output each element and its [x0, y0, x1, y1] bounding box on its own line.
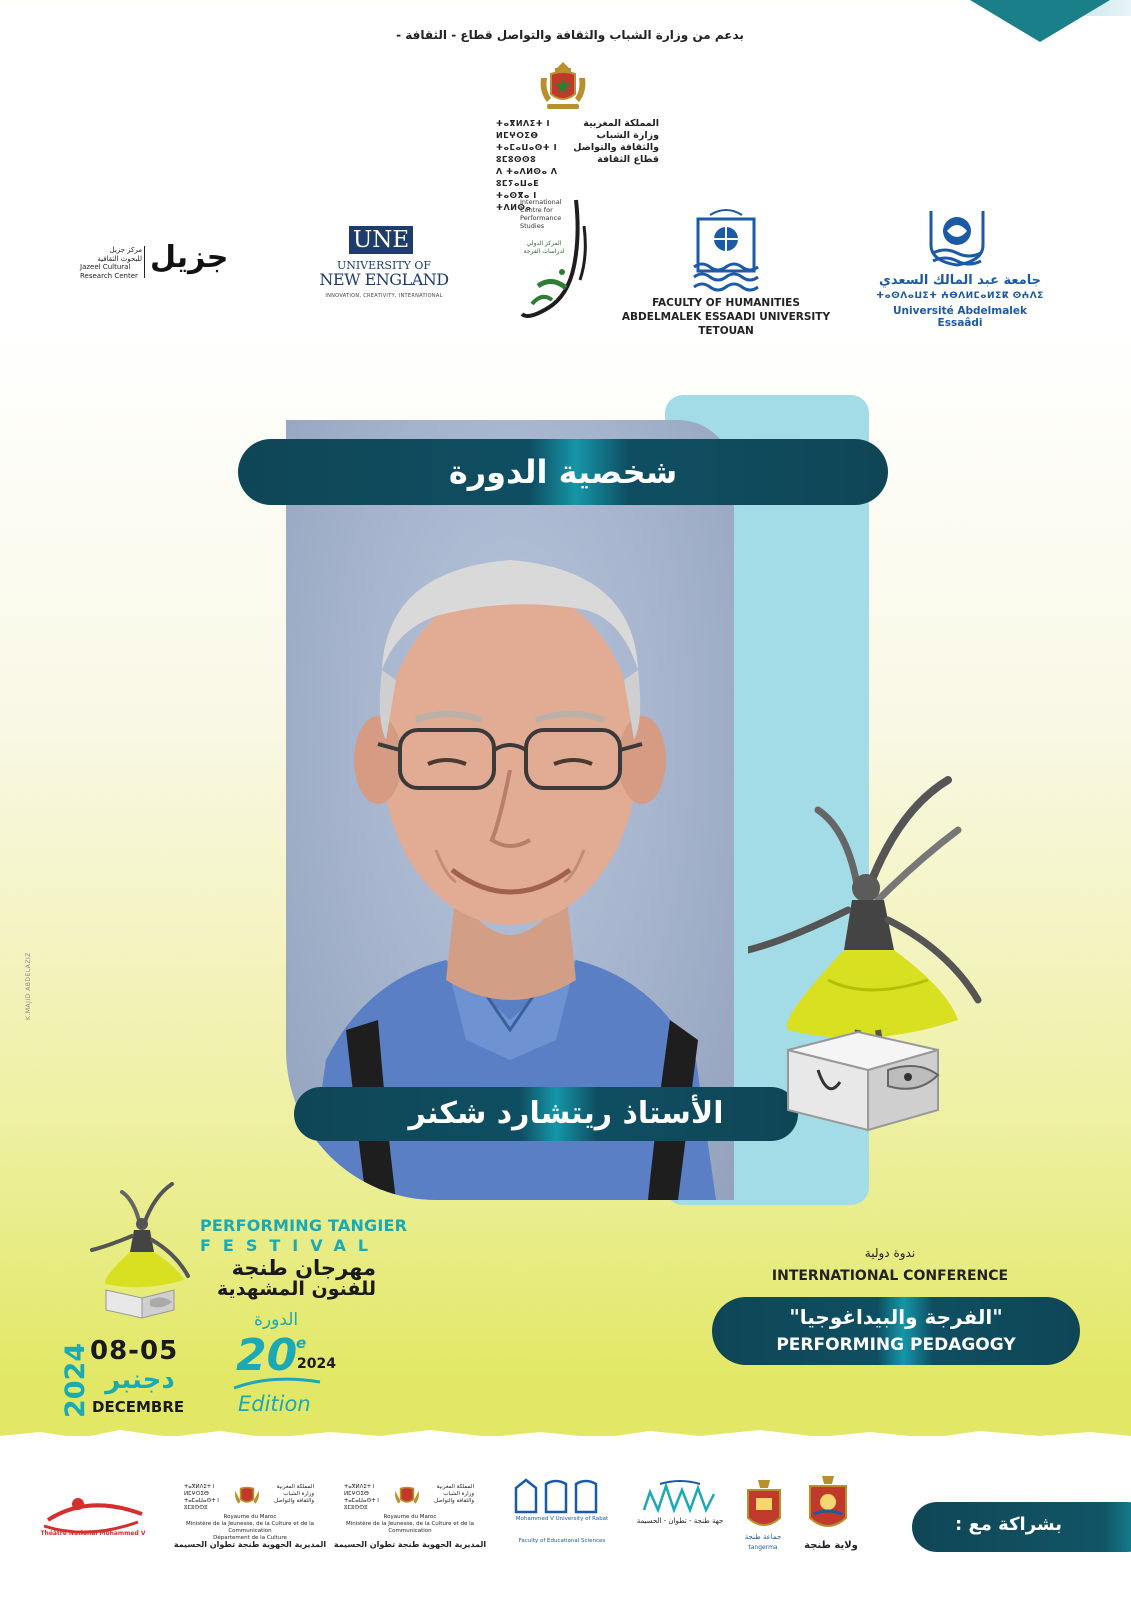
- portrait-photo: [286, 420, 734, 1200]
- commune-tanger-emblem-icon: [746, 1478, 782, 1532]
- moroccan-crest-icon: [535, 58, 591, 114]
- designer-credit: K.MAJID ABDELAZIZ: [25, 952, 32, 1020]
- honoree-name: الأستاذ ريتشارد شكنر: [294, 1087, 798, 1141]
- festival-days: 08-05: [90, 1336, 179, 1366]
- conference-label-english: INTERNATIONAL CONFERENCE: [771, 1268, 1009, 1284]
- fse-building-icon: [512, 1478, 612, 1514]
- crest-icon-footer-2: [392, 1480, 422, 1510]
- faculty-humanities-emblem-icon: [690, 205, 762, 293]
- footer1-tifinagh: ⵜⴰⴳⵍⴷⵉⵜ ⵏ ⵍⵎⵖⵔⵉⴱ ⵜⴰⵎⴰⵡⴰⵙⵜ ⵏ ⵓⵎⵓⵙⵙⵓ: [184, 1484, 219, 1511]
- footer1-french: Royaume du Maroc Ministère de la Jeunesse, de la Culture et de la Communication Département de la Culture: [185, 1514, 315, 1541]
- fse-univ: Mohammed V University of Rabat: [515, 1516, 609, 1522]
- festival-year-vertical: 2024: [60, 1342, 91, 1418]
- faculty-humanities-name: FACULTY OF HUMANITIES ABDELMALEK ESSAADI UNIVERSITY TETOUAN: [621, 297, 831, 337]
- footer2-arabic: المملكة المغربية وزارة الشباب والثقافة والتواصل: [433, 1484, 474, 1504]
- edition-label-arabic: الدورة: [254, 1310, 299, 1330]
- conference-title-arabic: "الفرجة والبيداغوجيا": [789, 1305, 1003, 1329]
- edition-personality-title: شخصية الدورة: [238, 439, 888, 505]
- festival-month-arabic: دجنبر: [105, 1365, 175, 1395]
- wilaya-name: ولاية طنجة: [804, 1540, 858, 1551]
- footer1-arabic: المملكة المغربية وزارة الشباب والثقافة والتواصل: [273, 1484, 314, 1504]
- dancer-illustration: [748, 770, 988, 1150]
- festival-dancer-logo-icon: [88, 1180, 198, 1320]
- ministry-name-tifinagh: ⵜⴰⴳⵍⴷⵉⵜ ⵏ ⵍⵎⵖⵔⵉⴱ ⵜⴰⵎⴰⵡⴰⵙⵜ ⵏ ⵓⵎⵓⵙⵙⵓ ⴷ ⵜⴰⴷⵍⵙⴰ ⴷ ⵓⵎⵢⴰⵡⴰⴹ ⵜⴰⵙⴳⴰ ⵏ ⵜⴷⵍⵙⴰ: [496, 119, 558, 212]
- footer2-tifinagh: ⵜⴰⴳⵍⴷⵉⵜ ⵏ ⵍⵎⵖⵔⵉⴱ ⵜⴰⵎⴰⵡⴰⵙⵜ ⵏ ⵓⵎⵓⵙⵙⵓ: [344, 1484, 379, 1511]
- conference-title-pill: [712, 1297, 1080, 1365]
- edition-swoosh-icon: [232, 1376, 322, 1390]
- footer2-direction: المديرية الجهوية طنجة تطوان الحسيمة: [333, 1540, 487, 1549]
- festival-month-french: DECEMBRE: [92, 1398, 185, 1416]
- region-council-icon: [640, 1480, 720, 1516]
- crest-icon-footer-1: [232, 1480, 262, 1510]
- edition-word: Edition: [238, 1392, 311, 1416]
- jazeel-center-text: مركز جزيل للبحوث الثقافية Jazeel Cultural Research Center: [80, 246, 142, 280]
- fse-name: Faculty of Educational Sciences: [518, 1538, 606, 1544]
- portrait-illustration: [286, 420, 734, 1200]
- region-council-name: جهة طنجة - تطوان - الحسيمة: [636, 1517, 724, 1525]
- conference-label-arabic: ندوة دولية: [864, 1246, 916, 1260]
- uae-university-emblem-icon: [925, 205, 989, 269]
- festival-name-english-1: PERFORMING TANGIER: [200, 1216, 408, 1235]
- edition-superscript: e: [296, 1334, 307, 1352]
- une-logo: UNE: [349, 226, 413, 254]
- uae-name-french: Université Abdelmalek Essaâdi: [893, 305, 1027, 329]
- theatre-name: Théâtre National Mohammed V: [40, 1530, 146, 1537]
- festival-name-english-2: FESTIVAL: [200, 1236, 381, 1255]
- uae-name-tifinagh: ⵜⴰⵙⴷⴰⵡⵉⵜ ⵄⴱⴷⵍⵎⴰⵍⵉⴽ ⵙⵄⴷⵉ: [876, 291, 1044, 301]
- partnership-label: بشراكة مع :: [955, 1514, 1062, 1535]
- wilaya-tanger-emblem-icon: [808, 1474, 848, 1534]
- corner-accent: [970, 0, 1110, 42]
- support-text: بدعم من وزارة الشباب والثقافة والتواصل قطاع - الثقافة -: [396, 28, 744, 42]
- footer2-french: Royaume du Maroc Ministère de la Jeunesse, de la Culture et de la Communication: [345, 1514, 475, 1534]
- edition-year: 2024: [297, 1356, 336, 1372]
- uae-name-arabic: جامعة عبد المالك السعدي: [878, 273, 1042, 288]
- commune-subname: tangerma: [748, 1544, 778, 1551]
- une-name: UNIVERSITY OF NEW ENGLAND: [319, 259, 449, 289]
- commune-name: جماعة طنجة: [744, 1533, 782, 1541]
- icps-name-arabic: المركز الدولي لدراسات الفرجة: [523, 240, 565, 255]
- ministry-name-arabic: المملكة المغربية وزارة الشباب والثقافة والتواصل قطاع الثقافة: [573, 118, 659, 165]
- icps-name-english: International Centre for Performance Studies: [520, 198, 562, 230]
- conference-title-english: PERFORMING PEDAGOGY: [776, 1335, 1016, 1355]
- jazeel-logo-text: جزيل: [150, 240, 229, 275]
- festival-name-arabic-1: مهرجان طنجة: [231, 1256, 376, 1280]
- jazeel-divider: [144, 246, 145, 278]
- edition-number: 20: [236, 1330, 298, 1381]
- une-tagline: INNOVATION, CREATIVITY, INTERNATIONAL: [325, 293, 443, 299]
- footer1-direction: المديرية الجهوية طنجة تطوان الحسيمة: [173, 1540, 327, 1549]
- festival-name-arabic-2: للفنون المشهدية: [217, 1278, 376, 1300]
